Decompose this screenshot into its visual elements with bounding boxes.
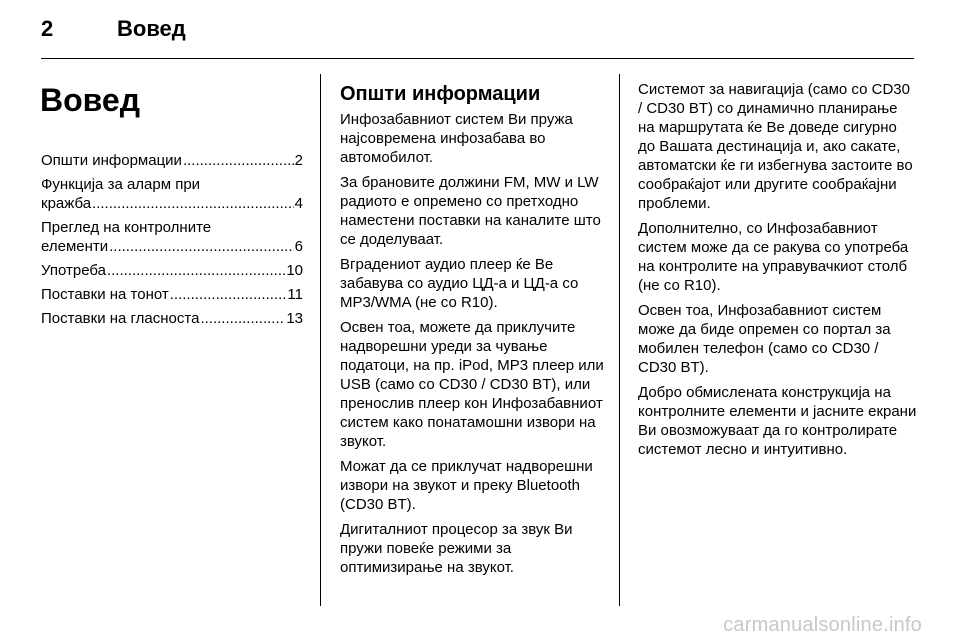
general-info-column (340, 82, 610, 583)
toc-label: Општи информации (41, 152, 182, 169)
page-number: 2 (41, 16, 54, 41)
toc-label: Поставки на гласноста (41, 310, 200, 327)
page-title: Вовед (40, 82, 141, 118)
toc-entry-general-info[interactable] (41, 151, 303, 170)
toc-label: Употреба (41, 262, 106, 279)
paragraph: Инфозабавниот систем Ви пружа најсовремена инфозабава во автомобилот. (340, 111, 573, 166)
paragraph: Добро обмислената конструкција на контролните елементи и јасните екрани Ви овозможуваат да го контролирате системот лесно и интуитивно. (638, 384, 917, 458)
toc-leader-dots (183, 151, 294, 170)
toc-leader-dots (92, 194, 294, 213)
toc-label: Преглед на контролните (41, 219, 212, 236)
paragraph: Дополнително, со Инфозабавниот систем може да се ракува со употреба на контролите на управувачкиот столб (не со R10). (638, 220, 909, 294)
toc-entry-theft-alarm[interactable] (41, 175, 303, 213)
toc-entry-controls-overview[interactable] (41, 218, 303, 256)
paragraph: Освен тоа, Инфозабавниот систем може да биде опремен со портал за мобилен телефон (само со CD30 / CD30 BT). (638, 302, 891, 376)
column-divider (320, 74, 321, 606)
toc-label: Функција за аларм при (41, 176, 201, 193)
toc-leader-dots (109, 237, 294, 256)
toc-page: 11 (287, 286, 303, 303)
table-of-contents (41, 151, 303, 333)
toc-leader-dots (170, 285, 287, 304)
section-heading: Општи информации (340, 83, 541, 105)
toc-page: 10 (286, 262, 303, 279)
toc-entry-tone-settings[interactable] (41, 285, 303, 304)
running-title: Вовед (117, 16, 186, 41)
paragraph: За брановите должини FM, MW и LW радиото е опремено со претходно наместени поставки на каналите што се доделуваат. (340, 174, 601, 248)
column-divider (619, 74, 620, 606)
paragraph: Вградениот аудио плеер ќе Ве забавува со аудио ЦД-а и ЦД-а со MP3/WMA (не со R10). (340, 256, 579, 311)
third-column (638, 80, 918, 465)
paragraph: Можат да се приклучат надворешни извори на звукот и преку Bluetooth (CD30 BT). (340, 458, 593, 513)
toc-leader-dots (107, 261, 285, 280)
paragraph: Системот за навигација (само со CD30 / CD30 BT) со динамично планирање на маршрутата ќе Ве доведе сигурно до Вашата дестинација и, ако сакате, автоматски ќе ги избегнува застоите во сообраќајот или другите сообраќајни проблеми. (638, 81, 913, 212)
header-rule (41, 58, 914, 59)
watermark: carmanualsonline.info (723, 614, 922, 636)
toc-page: 2 (294, 152, 303, 169)
toc-entry-volume-settings[interactable] (41, 309, 303, 328)
toc-label-cont: елементи (41, 238, 109, 255)
toc-page: 4 (294, 195, 303, 212)
toc-page: 6 (294, 238, 303, 255)
paragraph: Дигиталниот процесор за звук Ви пружи повеќе режими за оптимизирање на звукот. (340, 521, 573, 576)
paragraph: Освен тоа, можете да приклучите надворешни уреди за чување податоци, на пр. iPod, MP3 плеер или USB (само со CD30 / CD30 BT), или пренослив плеер кон Инфозабавниот систем како понатамошни извори на звукот. (340, 319, 604, 450)
toc-label-cont: кражба (41, 195, 92, 212)
running-header (41, 14, 186, 44)
toc-entry-usage[interactable] (41, 261, 303, 280)
toc-page: 13 (286, 310, 303, 327)
toc-leader-dots (200, 309, 285, 328)
toc-label: Поставки на тонот (41, 286, 169, 303)
